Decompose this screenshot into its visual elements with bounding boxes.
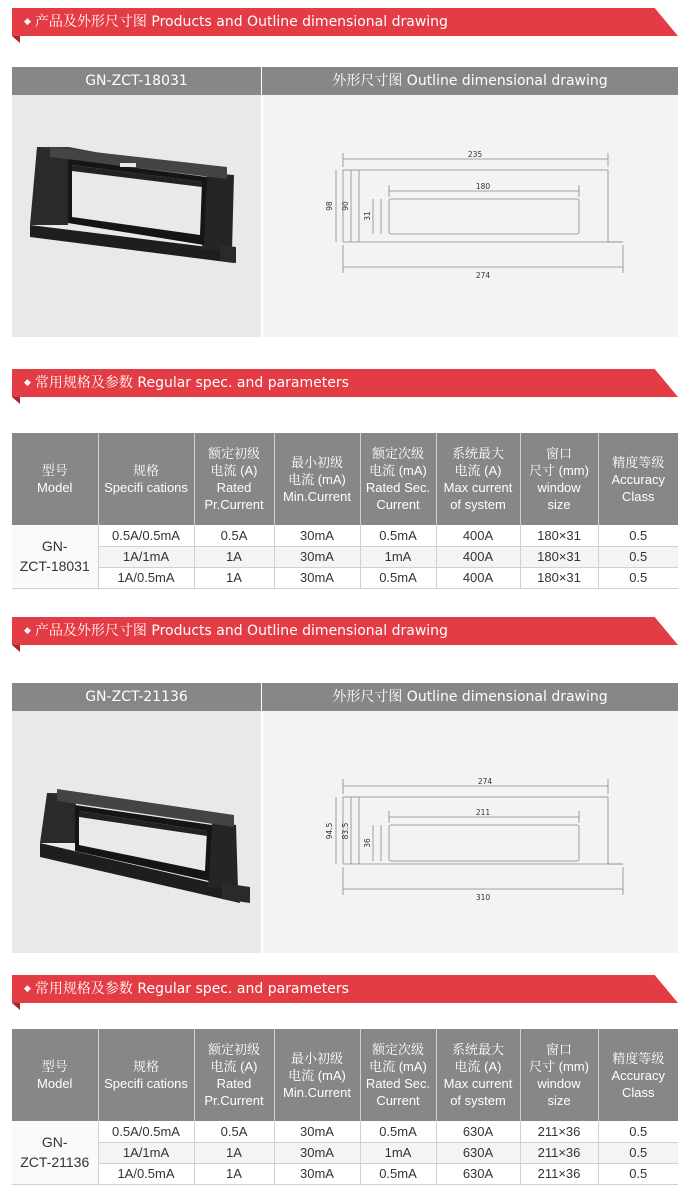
header-line: window bbox=[537, 480, 581, 495]
model-line: ZCT-18031 bbox=[19, 558, 90, 575]
header-line: Specifi cations bbox=[104, 480, 188, 495]
product-block-1 bbox=[12, 67, 678, 337]
cell-spec: 0.5A/0.5mA bbox=[98, 525, 194, 546]
header-line: 窗口 bbox=[545, 1042, 572, 1057]
header-line: window bbox=[537, 1076, 581, 1091]
header-max-current bbox=[436, 433, 520, 525]
dim-base-width: 310 bbox=[475, 893, 491, 902]
model-line: GN- bbox=[41, 538, 68, 555]
dim-base-width: 274 bbox=[475, 271, 491, 280]
table-header-row bbox=[12, 433, 678, 525]
header-line: of system bbox=[450, 1093, 506, 1108]
cell-min-primary: 30mA bbox=[274, 1163, 360, 1184]
cell-accuracy: 0.5 bbox=[598, 1121, 678, 1142]
header-window-size bbox=[520, 433, 598, 525]
banner-title-text: 常用规格及参数 Regular spec. and parameters bbox=[34, 981, 349, 997]
table-row bbox=[12, 1142, 678, 1163]
dim-outer-top: 274 bbox=[477, 777, 493, 786]
model-title: GN-ZCT-21136 bbox=[12, 683, 262, 711]
cell-window-size: 180×31 bbox=[520, 525, 598, 546]
cell-accuracy: 0.5 bbox=[598, 525, 678, 546]
cell-max-current: 630A bbox=[436, 1163, 520, 1184]
header-line: 规格 bbox=[132, 1059, 159, 1074]
drawing-title: 外形尺寸图 Outline dimensional drawing bbox=[262, 683, 678, 711]
header-line: 电流 (mA) bbox=[288, 1067, 346, 1083]
cell-spec: 1A/1mA bbox=[98, 546, 194, 567]
header-line: Pr.Current bbox=[204, 497, 264, 512]
header-line: 尺寸 (mm) bbox=[529, 463, 589, 478]
header-line: Model bbox=[37, 480, 73, 495]
header-line: Max current bbox=[443, 1076, 513, 1091]
cell-rated-primary: 1A bbox=[194, 567, 274, 588]
banner-title-text: 产品及外形尺寸图 Products and Outline dimensional drawing bbox=[34, 14, 448, 30]
header-line: Min.Current bbox=[283, 488, 351, 504]
header-rated-secondary bbox=[360, 433, 436, 525]
outline-dimensional-drawing bbox=[263, 711, 678, 953]
header-line: Rated bbox=[216, 480, 252, 495]
product-header bbox=[12, 67, 678, 95]
product-photo bbox=[12, 711, 262, 953]
product-block-2 bbox=[12, 683, 678, 953]
header-line: 尺寸 (mm) bbox=[529, 1059, 589, 1074]
drawing-title: 外形尺寸图 Outline dimensional drawing bbox=[262, 67, 678, 95]
header-max-current bbox=[436, 1029, 520, 1121]
table-row bbox=[12, 1121, 678, 1142]
header-line: Model bbox=[37, 1076, 73, 1091]
dim-window-height: 36 bbox=[363, 838, 372, 848]
model-line: GN- bbox=[41, 1134, 68, 1151]
dim-window-width: 180 bbox=[475, 182, 491, 191]
banner-fold bbox=[12, 645, 20, 652]
cell-min-primary: 30mA bbox=[274, 567, 360, 588]
model-line: ZCT-21136 bbox=[20, 1154, 90, 1171]
cell-max-current: 630A bbox=[436, 1142, 520, 1163]
section-banner-spec-1 bbox=[12, 369, 678, 397]
ct-product-image bbox=[12, 711, 262, 953]
product-header bbox=[12, 683, 678, 711]
cell-rated-secondary: 0.5mA bbox=[360, 1121, 436, 1142]
header-spec bbox=[98, 433, 194, 525]
header-line: 精度等级 bbox=[612, 1050, 665, 1066]
cell-rated-secondary: 0.5mA bbox=[360, 567, 436, 588]
header-rated-primary bbox=[194, 1029, 274, 1121]
header-line: 最小初级 bbox=[290, 454, 343, 470]
banner-fold bbox=[12, 1003, 20, 1010]
header-line: Rated Sec. bbox=[365, 1076, 431, 1091]
cell-accuracy: 0.5 bbox=[598, 1163, 678, 1184]
outline-drawing bbox=[263, 711, 678, 953]
cell-spec: 1A/1mA bbox=[98, 1142, 194, 1163]
header-line: size bbox=[547, 497, 571, 512]
banner-title bbox=[24, 369, 349, 397]
header-line: 型号 bbox=[41, 1059, 68, 1074]
cell-rated-primary: 0.5A bbox=[194, 525, 274, 546]
header-line: Min.Current bbox=[283, 1084, 351, 1100]
diamond-icon: ◆ bbox=[24, 17, 31, 27]
model-title: GN-ZCT-18031 bbox=[12, 67, 262, 95]
header-line: 电流 (mA) bbox=[369, 463, 427, 478]
model-cell bbox=[12, 525, 98, 588]
header-model bbox=[12, 433, 98, 525]
banner-title bbox=[24, 8, 448, 36]
ct-product-image bbox=[12, 95, 262, 337]
header-line: 电流 (A) bbox=[454, 1059, 502, 1074]
dim-window-height: 31 bbox=[363, 211, 372, 221]
diamond-icon: ◆ bbox=[24, 378, 31, 388]
header-line: Specifi cations bbox=[104, 1076, 188, 1091]
cell-window-size: 180×31 bbox=[520, 567, 598, 588]
dim-height-total: 98 bbox=[325, 201, 334, 211]
cell-max-current: 400A bbox=[436, 525, 520, 546]
header-line: Class bbox=[621, 1084, 655, 1100]
cell-min-primary: 30mA bbox=[274, 1142, 360, 1163]
header-line: 系统最大 bbox=[451, 1042, 504, 1057]
header-line: 额定次级 bbox=[371, 446, 424, 461]
cell-spec: 1A/0.5mA bbox=[98, 567, 194, 588]
cell-window-size: 211×36 bbox=[520, 1121, 598, 1142]
cell-min-primary: 30mA bbox=[274, 525, 360, 546]
dim-height-body: 90 bbox=[341, 201, 350, 211]
header-line: 额定次级 bbox=[371, 1042, 424, 1057]
cell-rated-secondary: 1mA bbox=[360, 546, 436, 567]
model-cell bbox=[12, 1121, 98, 1184]
section-banner-products-2 bbox=[12, 617, 678, 645]
cell-rated-primary: 1A bbox=[194, 546, 274, 567]
header-line: 精度等级 bbox=[612, 454, 665, 470]
banner-title-text: 产品及外形尺寸图 Products and Outline dimensional drawing bbox=[34, 623, 448, 639]
cell-spec: 1A/0.5mA bbox=[98, 1163, 194, 1184]
header-line: size bbox=[547, 1093, 571, 1108]
table-row bbox=[12, 546, 678, 567]
cell-accuracy: 0.5 bbox=[598, 546, 678, 567]
section-banner-spec-2 bbox=[12, 975, 678, 1003]
outline-dimensional-drawing bbox=[263, 95, 678, 337]
header-line: Max current bbox=[443, 480, 513, 495]
diamond-icon: ◆ bbox=[24, 626, 31, 636]
header-line: 电流 (mA) bbox=[288, 471, 346, 487]
outline-drawing bbox=[263, 95, 678, 337]
header-line: Rated bbox=[216, 1076, 252, 1091]
header-line: of system bbox=[450, 497, 506, 512]
spec-table-1 bbox=[12, 433, 678, 589]
header-line: Class bbox=[621, 488, 655, 504]
header-line: Current bbox=[376, 497, 420, 512]
header-min-primary bbox=[274, 433, 360, 525]
header-line: 窗口 bbox=[545, 446, 572, 461]
header-line: Accuracy bbox=[611, 1067, 665, 1083]
cell-accuracy: 0.5 bbox=[598, 567, 678, 588]
cell-max-current: 400A bbox=[436, 546, 520, 567]
cell-rated-secondary: 1mA bbox=[360, 1142, 436, 1163]
cell-accuracy: 0.5 bbox=[598, 1142, 678, 1163]
cell-spec: 0.5A/0.5mA bbox=[98, 1121, 194, 1142]
header-min-primary bbox=[274, 1029, 360, 1121]
banner-title bbox=[24, 617, 448, 645]
header-line: 电流 (A) bbox=[454, 463, 502, 478]
cell-window-size: 211×36 bbox=[520, 1163, 598, 1184]
cell-window-size: 211×36 bbox=[520, 1142, 598, 1163]
section-banner-products-1 bbox=[12, 8, 678, 36]
header-line: 系统最大 bbox=[451, 446, 504, 461]
diamond-icon: ◆ bbox=[24, 984, 31, 994]
dim-outer-top: 235 bbox=[467, 150, 483, 159]
dim-window-width: 211 bbox=[475, 808, 491, 817]
header-accuracy bbox=[598, 433, 678, 525]
header-line: 额定初级 bbox=[207, 1042, 260, 1057]
header-window-size bbox=[520, 1029, 598, 1121]
cell-rated-primary: 1A bbox=[194, 1163, 274, 1184]
dim-height-total: 94.5 bbox=[325, 822, 334, 840]
spec-table-2 bbox=[12, 1029, 678, 1185]
banner-title-text: 常用规格及参数 Regular spec. and parameters bbox=[34, 375, 349, 391]
cell-min-primary: 30mA bbox=[274, 546, 360, 567]
header-spec bbox=[98, 1029, 194, 1121]
header-line: 电流 (mA) bbox=[369, 1059, 427, 1074]
table-row bbox=[12, 1163, 678, 1184]
table-header-row bbox=[12, 1029, 678, 1121]
banner-title bbox=[24, 975, 349, 1003]
banner-fold bbox=[12, 397, 20, 404]
cell-min-primary: 30mA bbox=[274, 1121, 360, 1142]
cell-rated-secondary: 0.5mA bbox=[360, 525, 436, 546]
header-line: 电流 (A) bbox=[210, 1059, 258, 1074]
header-accuracy bbox=[598, 1029, 678, 1121]
header-line: 型号 bbox=[41, 463, 68, 478]
header-line: 电流 (A) bbox=[210, 463, 258, 478]
header-line: Accuracy bbox=[611, 471, 665, 487]
header-rated-secondary bbox=[360, 1029, 436, 1121]
dim-height-body: 83.5 bbox=[341, 822, 350, 840]
product-photo bbox=[12, 95, 262, 337]
table-row bbox=[12, 567, 678, 588]
cell-rated-secondary: 0.5mA bbox=[360, 1163, 436, 1184]
cell-window-size: 180×31 bbox=[520, 546, 598, 567]
banner-fold bbox=[12, 36, 20, 43]
header-line: 额定初级 bbox=[207, 446, 260, 461]
header-line: Rated Sec. bbox=[365, 480, 431, 495]
header-model bbox=[12, 1029, 98, 1121]
cell-rated-primary: 0.5A bbox=[194, 1121, 274, 1142]
cell-max-current: 400A bbox=[436, 567, 520, 588]
cell-rated-primary: 1A bbox=[194, 1142, 274, 1163]
header-line: Pr.Current bbox=[204, 1093, 264, 1108]
cell-max-current: 630A bbox=[436, 1121, 520, 1142]
header-rated-primary bbox=[194, 433, 274, 525]
header-line: 最小初级 bbox=[290, 1050, 343, 1066]
header-line: 规格 bbox=[132, 463, 159, 478]
header-line: Current bbox=[376, 1093, 420, 1108]
table-row bbox=[12, 525, 678, 546]
